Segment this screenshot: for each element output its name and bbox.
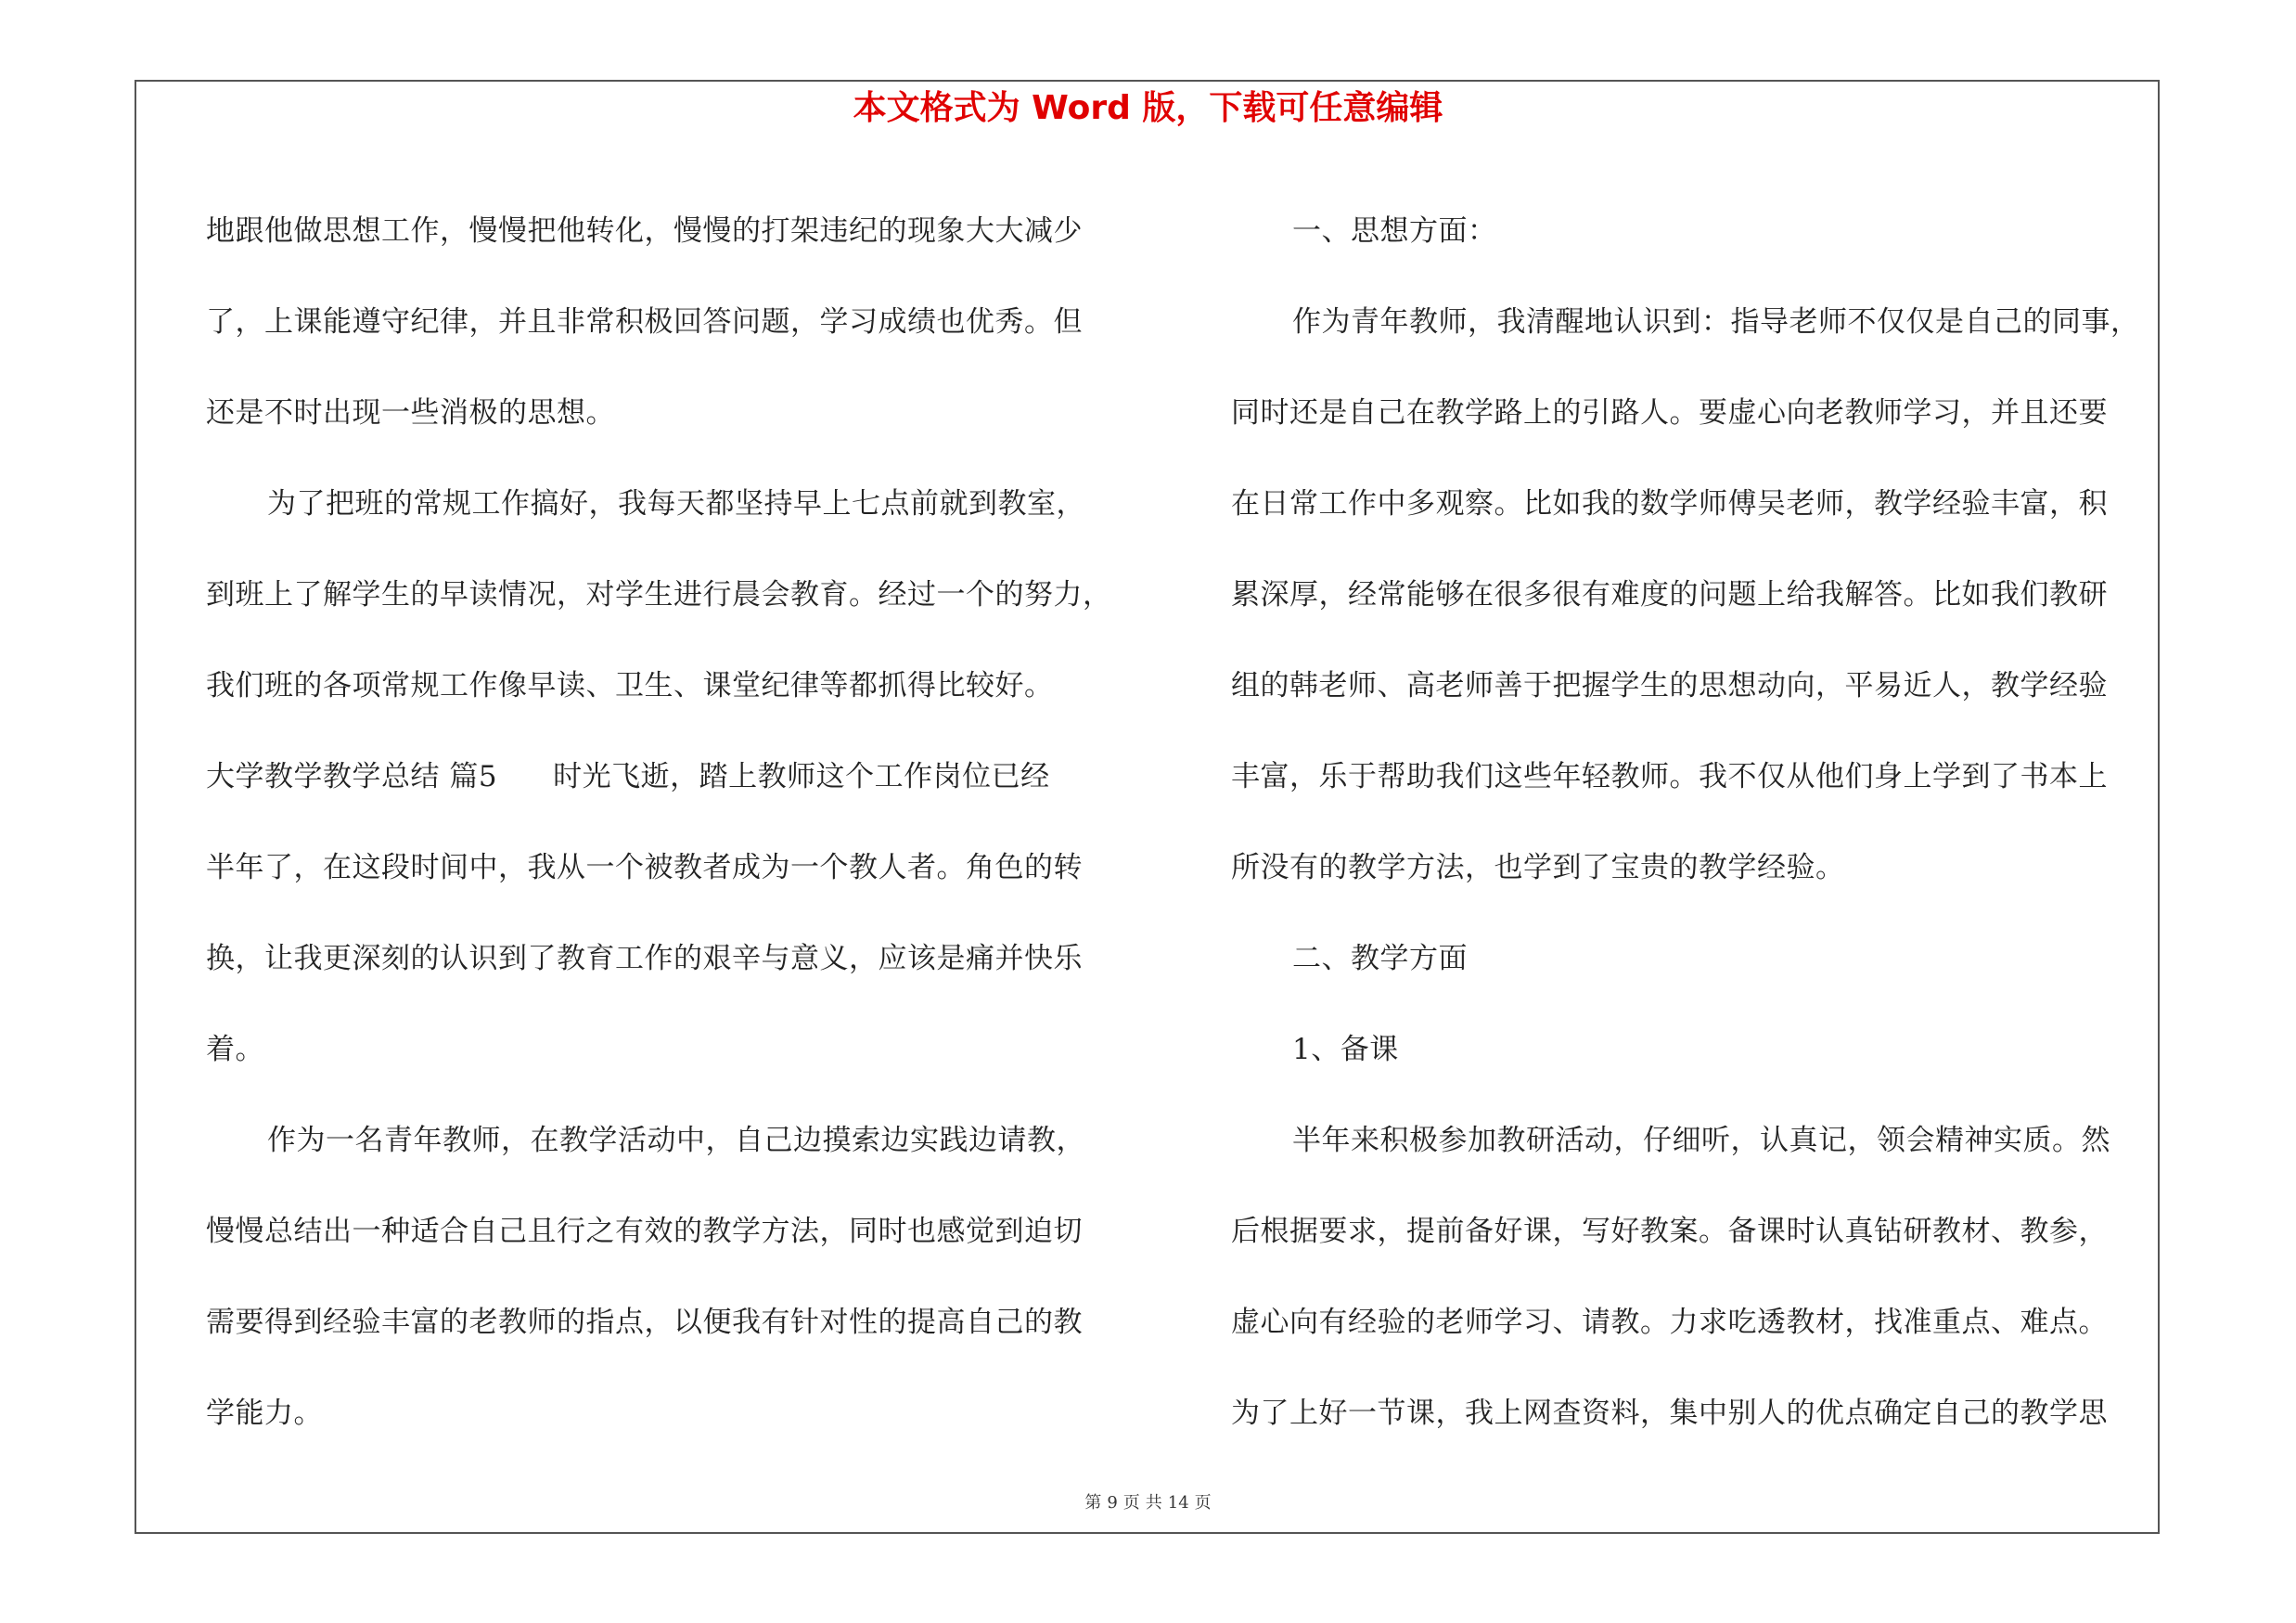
right-paragraph-line: [1231, 731, 2159, 822]
format-banner: 本文格式为 Word 版，下载可任意编辑: [853, 89, 1443, 127]
left-line-text: 需要得到经验丰富的老教师的指点，以便我有针对性的提高自己的教: [206, 1306, 1083, 1339]
right-paragraph-line: [1231, 640, 2159, 731]
left-paragraph-line: [206, 186, 1134, 277]
left-paragraph-line: [206, 458, 1134, 549]
right-line-text: 同时还是自己在教学路上的引路人。要虚心向老教师学习，并且还要: [1231, 396, 2108, 430]
right-line-text: 组的韩老师、高老师善于把握学生的思想动向，平易近人，教学经验: [1231, 669, 2108, 702]
left-line-text: 作为一名青年教师，在教学活动中，自己边摸索边实践边请教，: [267, 1124, 1085, 1157]
right-line-text: 作为青年教师，我清醒地认识到：指导老师不仅仅是自己的同事，: [1292, 305, 2140, 339]
right-paragraph-line: [1231, 458, 2159, 549]
footer-page-word: 页: [1122, 1493, 1140, 1513]
left-text-column: [206, 186, 1134, 1459]
left-paragraph-line: [206, 822, 1134, 913]
left-paragraph-line: [206, 1277, 1134, 1368]
left-line-text: 我们班的各项常规工作像早读、卫生、课堂纪律等都抓得比较好。: [206, 669, 1054, 702]
footer-suffix: 页: [1194, 1493, 1212, 1513]
right-line-text: 二、教学方面: [1292, 942, 1468, 975]
left-line-text-continued: 时光飞逝，踏上教师这个工作岗位已经: [553, 760, 1050, 793]
left-line-text: 地跟他做思想工作，慢慢把他转化，慢慢的打架违纪的现象大大减少: [206, 214, 1083, 248]
left-line-text: 学能力。: [206, 1397, 323, 1430]
left-paragraph-line: [206, 549, 1134, 640]
footer-total-word: 共: [1145, 1493, 1162, 1513]
left-line-text: 大学教学教学总结 篇5: [206, 760, 498, 793]
right-paragraph-line: [1231, 1277, 2159, 1368]
right-line-text: 半年来积极参加教研活动，仔细听，认真记，领会精神实质。然: [1292, 1124, 2110, 1157]
left-line-text: 换，让我更深刻的认识到了教育工作的艰辛与意义，应该是痛并快乐: [206, 942, 1083, 975]
right-paragraph-line: [1231, 1095, 2159, 1186]
left-paragraph-line: [206, 731, 1134, 822]
left-paragraph-line: [206, 1004, 1134, 1095]
footer-current-page: 9: [1107, 1493, 1118, 1513]
right-line-text: 为了上好一节课，我上网查资料，集中别人的优点确定自己的教学思: [1231, 1397, 2108, 1430]
right-line-text: 1、备课: [1292, 1033, 1399, 1066]
right-paragraph-line: [1231, 277, 2159, 367]
left-paragraph-line: [206, 1368, 1134, 1459]
right-line-text: 在日常工作中多观察。比如我的数学师傅吴老师，教学经验丰富，积: [1231, 487, 2108, 521]
footer-total-pages: 14: [1167, 1493, 1189, 1513]
left-line-text: 到班上了解学生的早读情况，对学生进行晨会教育。经过一个的努力，: [206, 578, 1112, 612]
footer-prefix: 第: [1084, 1493, 1102, 1513]
left-line-text: 还是不时出现一些消极的思想。: [206, 396, 615, 430]
right-line-text: 丰富，乐于帮助我们这些年轻教师。我不仅从他们身上学到了书本上: [1231, 760, 2108, 793]
right-paragraph-line: [1231, 1004, 2159, 1095]
left-paragraph-line: [206, 640, 1134, 731]
left-line-text: 为了把班的常规工作搞好，我每天都坚持早上七点前就到教室，: [267, 487, 1085, 521]
right-paragraph-line: [1231, 1368, 2159, 1459]
right-paragraph-line: [1231, 913, 2159, 1004]
right-paragraph-line: [1231, 822, 2159, 913]
left-line-text: 半年了，在这段时间中，我从一个被教者成为一个教人者。角色的转: [206, 851, 1083, 884]
left-paragraph-line: [206, 1095, 1134, 1186]
left-paragraph-line: [206, 913, 1134, 1004]
right-paragraph-line: [1231, 186, 2159, 277]
right-paragraph-line: [1231, 367, 2159, 458]
left-paragraph-line: [206, 367, 1134, 458]
right-line-text: 一、思想方面：: [1292, 214, 1497, 248]
left-line-text: 着。: [206, 1033, 264, 1066]
right-line-text: 累深厚，经常能够在很多很有难度的问题上给我解答。比如我们教研: [1231, 578, 2108, 612]
page-footer: [0, 1492, 2296, 1514]
right-text-column: [1231, 186, 2159, 1459]
right-paragraph-line: [1231, 1186, 2159, 1277]
right-paragraph-line: [1231, 549, 2159, 640]
left-paragraph-line: [206, 277, 1134, 367]
right-line-text: 所没有的教学方法，也学到了宝贵的教学经验。: [1231, 851, 1845, 884]
left-paragraph-line: [206, 1186, 1134, 1277]
left-line-text: 了，上课能遵守纪律，并且非常积极回答问题，学习成绩也优秀。但: [206, 305, 1083, 339]
right-line-text: 虚心向有经验的老师学习、请教。力求吃透教材，找准重点、难点。: [1231, 1306, 2108, 1339]
right-line-text: 后根据要求，提前备好课，写好教案。备课时认真钻研教材、教参，: [1231, 1215, 2108, 1248]
left-line-text: 慢慢总结出一种适合自己且行之有效的教学方法，同时也感觉到迫切: [206, 1215, 1083, 1248]
